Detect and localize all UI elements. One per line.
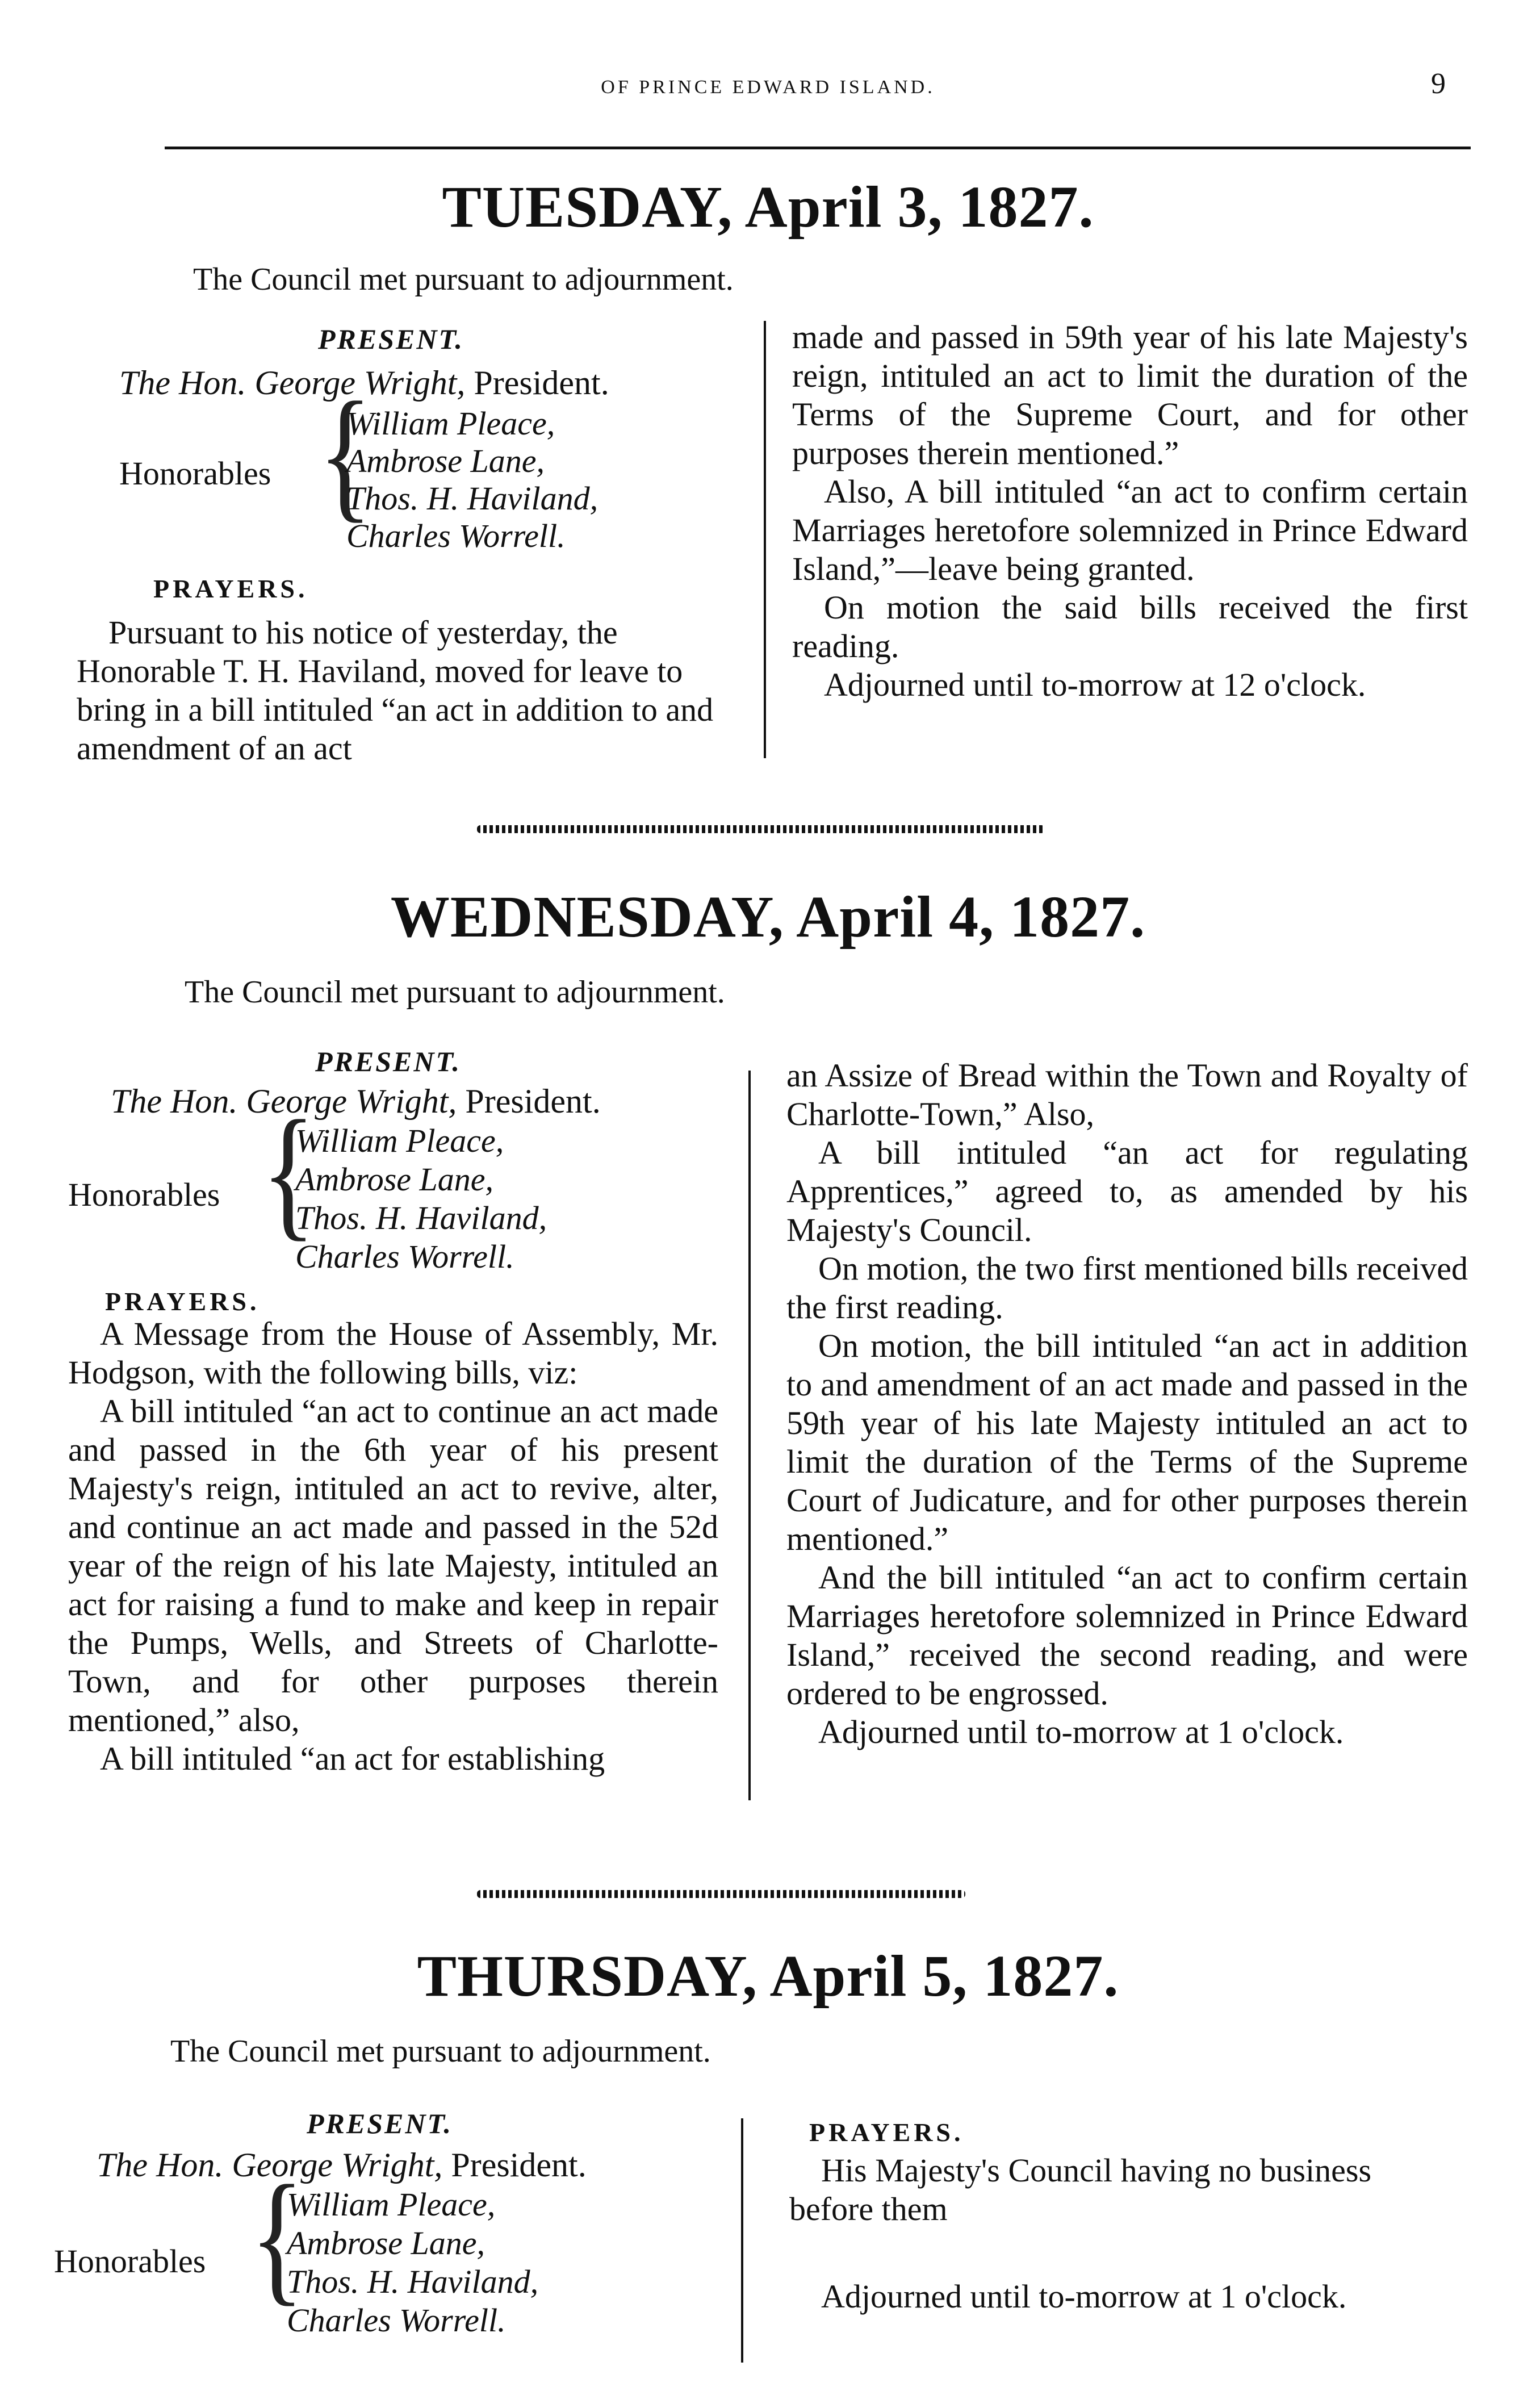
running-head: OF PRINCE EDWARD ISLAND. (601, 77, 935, 98)
paragraph: Adjourned until to-morrow at 1 o'clock. (821, 2278, 1347, 2315)
president-role: President. (474, 364, 609, 402)
prayers-label: PRAYERS. (153, 574, 308, 603)
brace: { (250, 2155, 304, 2319)
member-name: Thos. H. Haviland, (287, 2263, 539, 2300)
present-label: PRESENT. (315, 1046, 461, 1077)
paragraph: A bill intituled “an act for regulating Apprentices,” agreed to, as amended by his Majesty's Council. (786, 1134, 1468, 1248)
president-prefix: The Hon. (111, 1082, 238, 1120)
present-label: PRESENT. (307, 2108, 453, 2139)
section-intro-tuesday: The Council met pursuant to adjournment. (193, 262, 734, 297)
president-prefix: The Hon. (97, 2146, 224, 2184)
member-name: Thos. H. Haviland, (346, 480, 599, 517)
member-name: Charles Worrell. (346, 517, 566, 554)
president-role: President. (465, 1082, 601, 1120)
right-column-thursday (789, 2151, 1442, 2316)
member-name: William Pleace, (295, 1122, 504, 1159)
honorables-label: Honorables (54, 2243, 206, 2280)
member-name: Ambrose Lane, (287, 2225, 486, 2261)
header-rule (165, 147, 1471, 149)
member-name: William Pleace, (287, 2186, 496, 2223)
president-line (111, 1082, 601, 1121)
section-title-thursday: THURSDAY, April 5, 1827. (417, 1943, 1119, 2009)
member-name: Charles Worrell. (295, 1238, 514, 1275)
section-title-tuesday: TUESDAY, April 3, 1827. (442, 174, 1094, 240)
member-name: Ambrose Lane, (346, 442, 545, 479)
member-name: Thos. H. Haviland, (295, 1199, 547, 1236)
member-name: William Pleace, (346, 405, 555, 442)
column-divider (748, 1071, 751, 1800)
paragraph: A bill intituled “an act to continue an act made and passed in the 6th year of his present Majesty's reign, intituled an act to revive, alter, and continue an act made and passed in the 52d year of the reign of his late Majesty, intituled an act for raising a fund to make and keep in repair the Pumps, Wells, and Streets of Charlotte-Town, and for other purposes therein mentioned,” also, (68, 1393, 718, 1738)
column-divider (741, 2118, 743, 2363)
president-line (97, 2146, 587, 2185)
member-name: Charles Worrell. (287, 2302, 506, 2339)
president-name: George Wright, (254, 364, 466, 402)
paragraph: A bill intituled “an act for establishing (100, 1740, 605, 1777)
paragraph: On motion, the bill intituled “an act in addition to and amendment of an act made and passed in the 59th year of his late Majesty intituled an act to limit the duration of the Terms of the Supreme Court of Judicature, and for other purposes therein mentioned.” (786, 1327, 1468, 1557)
page-number: 9 (1431, 68, 1446, 100)
section-intro-wednesday: The Council met pursuant to adjournment. (185, 975, 725, 1010)
president-prefix: The Hon. (119, 364, 246, 402)
prayers-label: PRAYERS. (809, 2118, 964, 2147)
right-column-tuesday (792, 318, 1468, 704)
paragraph: Pursuant to his notice of yesterday, the Honorable T. H. Haviland, moved for leave to bring in a bill intituled “an act in addition to and amendment of an act (77, 614, 714, 767)
president-name: George Wright, (246, 1082, 457, 1120)
left-column-tuesday (77, 613, 735, 768)
prayers-label: PRAYERS. (105, 1287, 260, 1316)
paragraph: made and passed in 59th year of his late Majesty's reign, intituled an act to limit the duration of the Terms of the Supreme Court, and for other purposes therein mentioned.” (792, 319, 1468, 471)
section-divider (477, 825, 1045, 833)
section-title-wednesday: WEDNESDAY, April 4, 1827. (390, 884, 1146, 950)
paragraph: On motion, the two first mentioned bills received the first reading. (786, 1250, 1468, 1326)
brace: { (261, 1090, 316, 1254)
paragraph: Adjourned until to-morrow at 12 o'clock. (824, 666, 1366, 703)
column-divider (764, 321, 766, 758)
section-divider (477, 1890, 965, 1898)
paragraph: A Message from the House of Assembly, Mr. Hodgson, with the following bills, viz: (68, 1315, 718, 1391)
president-name: George Wright, (232, 2146, 443, 2184)
section-intro-thursday: The Council met pursuant to adjournment. (170, 2034, 711, 2069)
honorables-label: Honorables (68, 1176, 220, 1213)
paragraph: On motion the said bills received the first reading. (792, 589, 1468, 664)
paragraph: Adjourned until to-morrow at 1 o'clock. (818, 1713, 1344, 1750)
president-role: President. (451, 2146, 587, 2184)
right-column-wednesday (786, 1056, 1468, 1751)
paragraph: an Assize of Bread within the Town and Royalty of Charlotte-Town,” Also, (786, 1057, 1468, 1132)
honorables-label: Honorables (119, 455, 271, 492)
member-name: Ambrose Lane, (295, 1161, 494, 1198)
paragraph: His Majesty's Council having no business before them (789, 2152, 1372, 2227)
present-label: PRESENT. (318, 323, 464, 355)
left-column-wednesday (68, 1315, 718, 1778)
paragraph: Also, A bill intituled “an act to confirm certain Marriages heretofore solemnized in Prince Edward Island,”—leave being granted. (792, 473, 1468, 587)
paragraph: And the bill intituled “an act to confirm certain Marriages heretofore solemnized in Prince Edward Island,” received the second reading, and were ordered to be engrossed. (786, 1559, 1468, 1712)
brace: { (318, 372, 373, 536)
